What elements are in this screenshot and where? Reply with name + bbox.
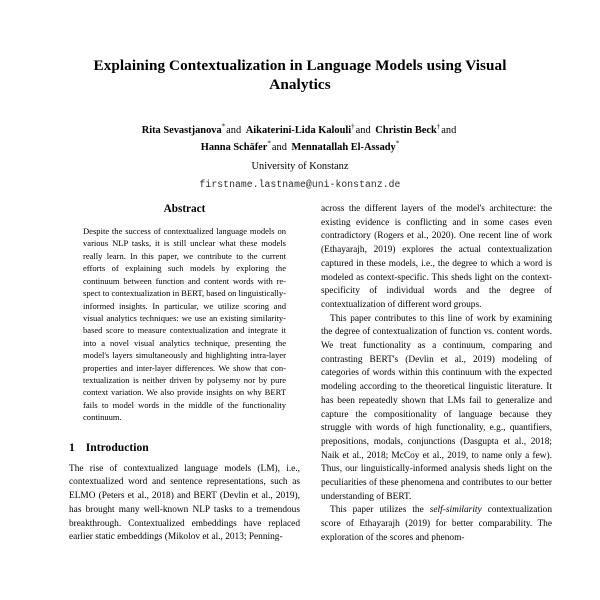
author-conjunction: and	[226, 125, 242, 136]
abstract-section	[69, 203, 300, 424]
author-name: Mennatallah El-Assady	[291, 141, 396, 153]
author-affiliation-marker: *	[395, 139, 400, 148]
author-conjunction: and	[441, 125, 457, 136]
author-affiliation-marker: *	[267, 139, 271, 148]
paragraph-3-lead: This paper utilizes the	[330, 505, 430, 516]
abstract-heading: Abstract	[163, 203, 206, 215]
author-affiliation-marker: *	[221, 122, 226, 131]
italic-term-self-similarity: self-similarity	[429, 505, 482, 516]
author-name: Rita Sevastjanova	[141, 125, 222, 136]
paragraph-3-tail: contextualization score of Ethayarajh (2019) for better comparability. The exploration of the scores and phenom-	[321, 505, 552, 543]
page-title: Explaining Contextualization in Language Models using Visual Analytics	[93, 57, 507, 93]
author-block	[62, 123, 538, 193]
author-conjunction: and	[271, 141, 287, 153]
author-line-2	[62, 140, 538, 157]
section-heading-introduction	[69, 441, 300, 454]
paragraph-3	[321, 504, 552, 545]
abstract-text: Despite the success of contextualized language models on various NLP tasks, it is still unclear what these models really learn. In this paper, we contribute to the current efforts of explaining such models by exploring the continuum between function and content words with respect to contextualization in BERT, based on linguistically-informed insights. In particular, we utilize scoring and visual analytics techniques: we use an existing similarity-based score to measure contextualization and integrate it into a novel visual analytics technique, presenting the model's layers simultaneously and highlighting intra-layer properties and inter-layer differences. We show that contextualization is neither driven by polysemy nor by pure context variation. We also provide insights on why BERT fails to model words in the middle of the functionality continuum.	[83, 226, 286, 423]
right-column	[321, 203, 552, 546]
section-title: Introduction	[85, 440, 149, 454]
contact-email: firstname.lastname@uni-konstanz.de	[199, 179, 401, 191]
intro-paragraph-1: The rise of contextualized language models (LM), i.e., contextualized word and sentence representations, such as ELMO (Peters et al., 2018) and BERT (Devlin et al., 2019), has brought many well-known NLP tasks to a tremendous breakthrough. Contextualized embeddings have replaced earlier static embeddings (Mikolov et al., 2013; Penning-	[69, 463, 300, 543]
left-column	[69, 203, 300, 546]
author-name: Christin Beck	[375, 125, 437, 136]
title-block	[0, 0, 600, 193]
author-line-1	[62, 123, 538, 140]
paragraph-2: This paper contributes to this line of work by examining the degree of contextualization of function vs. content words. We treat functionality as a continuum, comparing and contrasting BERT's (Devlin et al., 2019) modeling of categories of words within this continuum with the expected modeling according to the theoretical linguistic literature. It has been repeatedly shown that LMs fail to generalize and capture the compositionality of language because they struggle with words of high functionality, e.g., quantifiers, prepositions, modals, conjunctions (Dasgupta et al., 2018; Naik et al., 2018; McCoy et al., 2019, to name only a few). Thus, our linguistically-informed analysis sheds light on the peculiarities of these phenomena and contributes to our better understanding of BERT.	[321, 313, 552, 502]
author-conjunction: and	[355, 125, 371, 136]
two-column-body	[0, 203, 600, 546]
author-name: Aikaterini-Lida Kalouli	[245, 125, 352, 136]
continued-paragraph: across the different layers of the model's architecture: the existing evidence is conflicting and in some cases even contradictory (Rogers et al., 2020). One recent line of work (Ethayarajh, 2019) explores the actual contextualization captured in these models, i.e., the degree to which a word is modeled as context-specific. This sheds light on the context-specificity of individual words and the degree of contextualization of different word groups.	[321, 204, 552, 310]
author-name: Hanna Schäfer	[200, 141, 268, 153]
affiliation: University of Konstanz	[251, 161, 349, 173]
section-number: 1	[69, 440, 75, 454]
author-affiliation-marker: †	[436, 122, 441, 131]
author-affiliation-marker: †	[351, 122, 355, 131]
